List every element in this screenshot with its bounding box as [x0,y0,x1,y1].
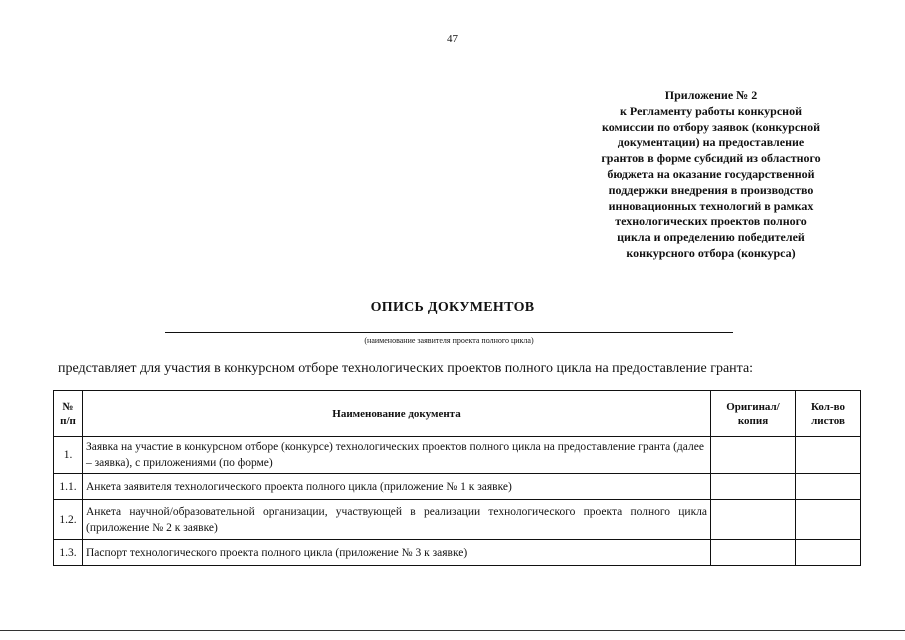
row-sheet-count [796,540,861,566]
appendix-line: цикла и определению победителей [617,230,805,245]
appendix-line: документации) на предоставление [617,135,805,150]
page-number: 47 [447,33,458,45]
row-number: 1. [54,437,83,474]
appendix-line: технологических проектов полного [615,214,807,229]
table-row [54,500,861,540]
row-document-name: Анкета заявителя технологического проекта полного цикла (приложение № 1 к заявке) [83,474,711,500]
row-document-name: Паспорт технологического проекта полного цикла (приложение № 3 к заявке) [83,540,711,566]
header-document-name: Наименование документа [83,391,711,437]
appendix-line: к Регламенту работы конкурсной [620,103,802,118]
row-original-copy [711,437,796,474]
row-sheet-count [796,500,861,540]
row-number: 1.1. [54,474,83,500]
row-document-name: Анкета научной/образовательной организации, участвующей в реализации технологического проекта полного цикла (приложение № 2 к заявке) [83,500,711,540]
appendix-header [556,88,866,262]
row-document-name: Заявка на участие в конкурсном отборе (конкурсе) технологических проектов полного цикла на предоставление гранта (далее – заявка), с приложениями (по форме) [83,437,711,474]
table-row [54,540,861,566]
appendix-line: конкурсного отбора (конкурса) [626,245,796,260]
page-bottom-rule [0,630,905,631]
table-header-row [54,391,861,437]
row-number: 1.3. [54,540,83,566]
documents-table [53,390,861,566]
header-original-copy: Оригинал/ копия [711,391,796,437]
appendix-line: поддержки внедрения в производство [608,182,814,197]
row-number: 1.2. [54,500,83,540]
row-sheet-count [796,437,861,474]
row-sheet-count [796,474,861,500]
intro-text: представляет для участия в конкурсном отборе технологических проектов полного цикла на предоставление гранта: [58,361,754,376]
row-original-copy [711,474,796,500]
row-original-copy [711,500,796,540]
table-row [54,437,861,474]
appendix-line: комиссии по отбору заявок (конкурсной [602,119,820,134]
appendix-line: грантов в форме субсидий из областного [601,151,821,166]
applicant-name-caption: (наименование заявителя проекта полного цикла) [364,336,534,345]
applicant-name-line [165,332,733,333]
row-original-copy [711,540,796,566]
header-number: № п/п [54,391,83,437]
appendix-line: бюджета на оказание государственной [607,166,815,181]
document-title: ОПИСЬ ДОКУМЕНТОВ [370,300,535,315]
appendix-line: Приложение № 2 [664,88,758,102]
table-row [54,474,861,500]
header-sheet-count: Кол-во листов [796,391,861,437]
appendix-line: инновационных технологий в рамках [608,198,814,213]
